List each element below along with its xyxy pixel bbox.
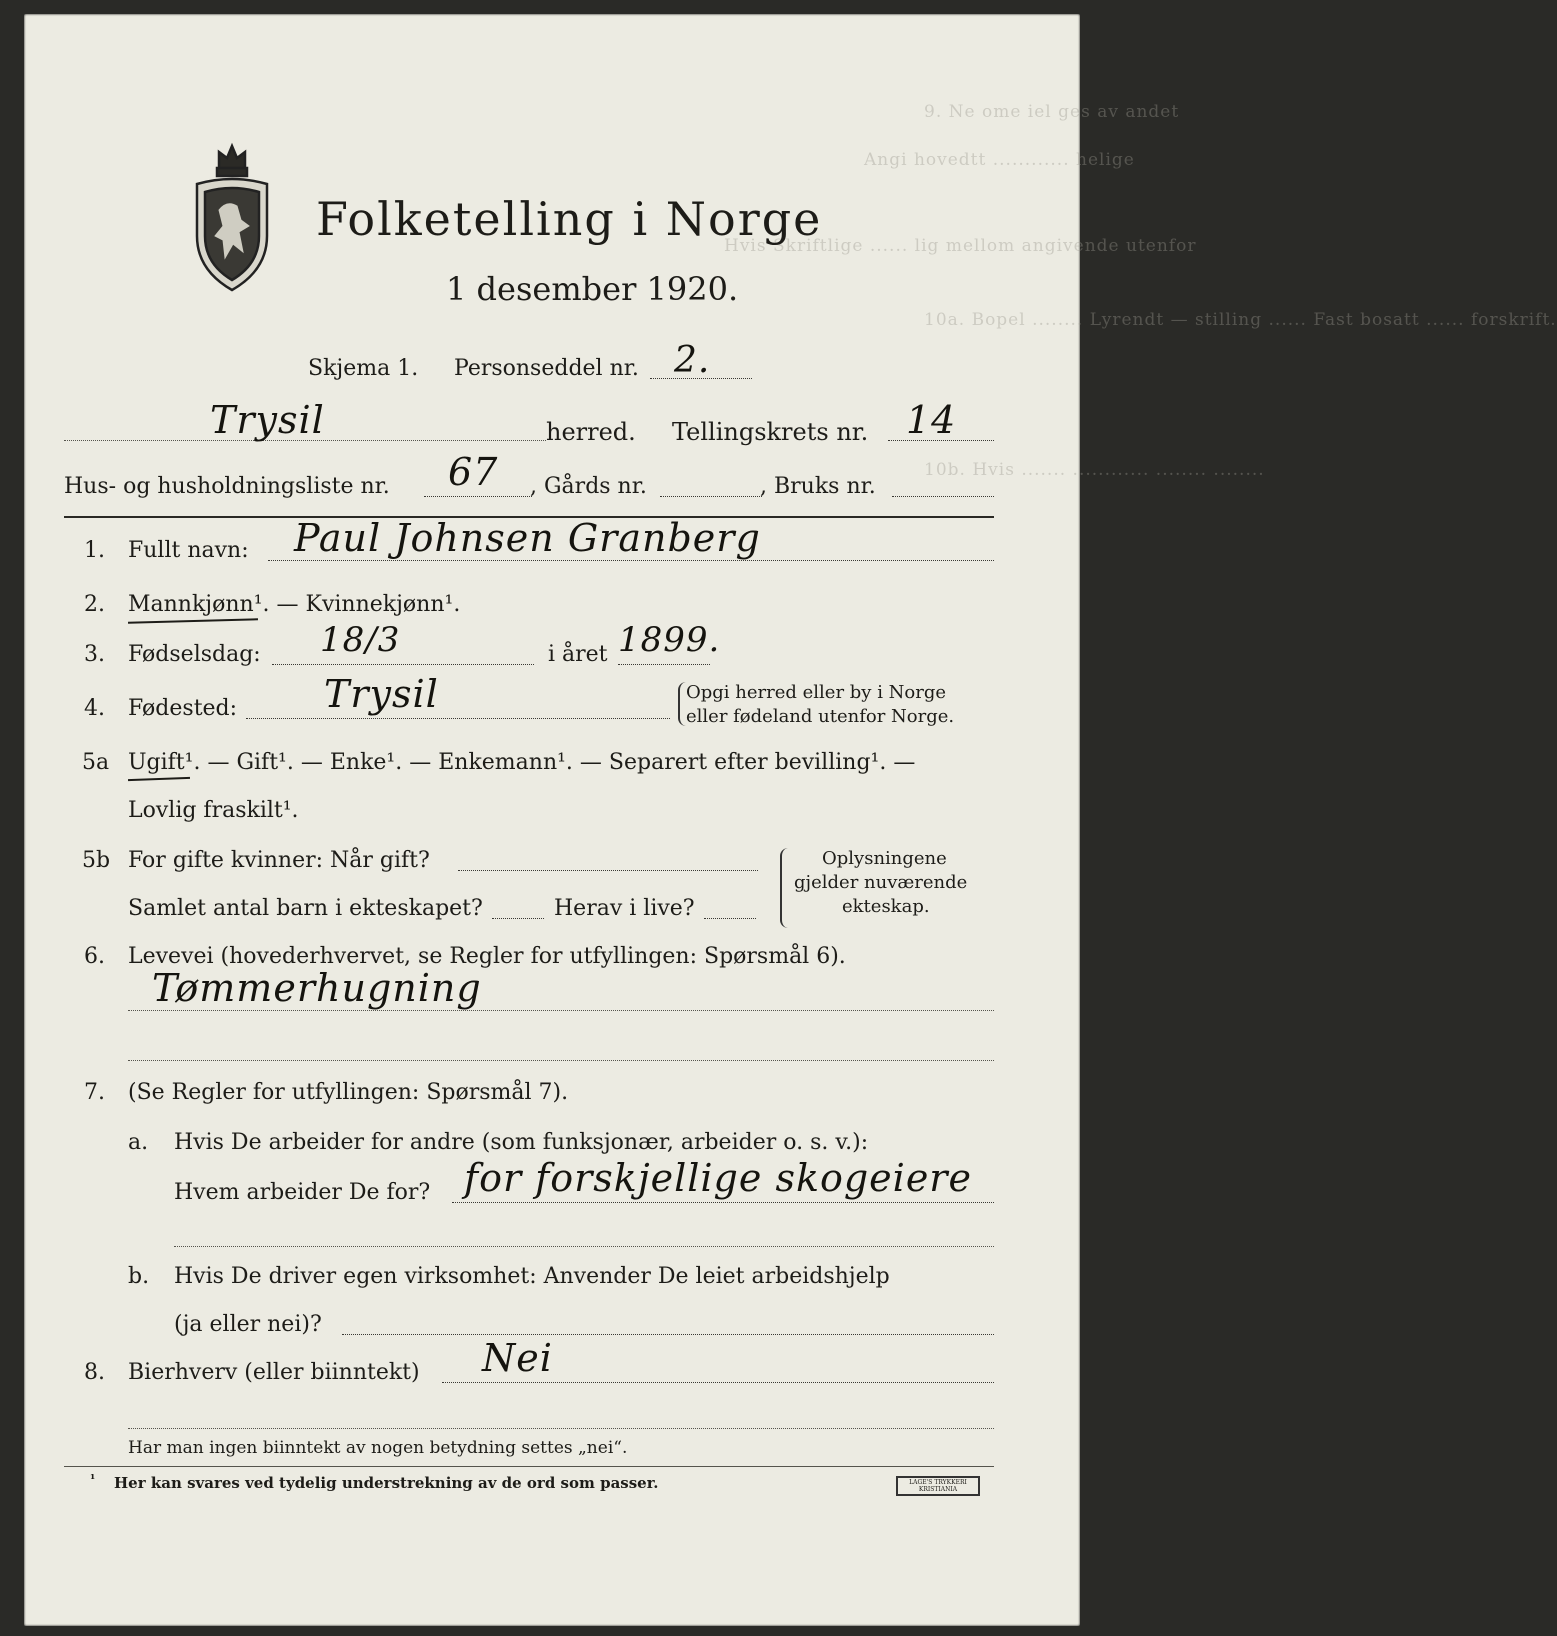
- show-through-text: Hvis Skriftlige ...... lig mellom angivende utenfor: [724, 236, 1197, 256]
- fullt-navn-value: Paul Johnsen Granberg: [294, 516, 761, 560]
- q7b-line2: (ja eller nei)?: [174, 1312, 322, 1337]
- question-number: 6.: [84, 944, 105, 969]
- footnote-mark: ¹: [90, 1472, 96, 1486]
- q7a-line1: Hvis De arbeider for andre (som funksjonær, arbeider o. s. v.):: [174, 1130, 869, 1155]
- footnote-divider: [64, 1466, 994, 1467]
- ugift-underline-mark: [128, 777, 190, 781]
- ekteskap-note-line3: ekteskap.: [842, 896, 930, 917]
- bruks-line: [892, 496, 994, 497]
- aar-value: 1899.: [618, 620, 721, 660]
- skjema-label: Skjema 1.: [308, 356, 419, 381]
- question-number: 3.: [84, 642, 105, 667]
- ekteskap-note-line2: gjelder nuværende: [794, 872, 968, 893]
- q7a-mark: a.: [128, 1130, 149, 1155]
- show-through-text: 9. Ne ome iel ges av andet: [924, 102, 1180, 122]
- mannkjonn-underline-mark: [128, 618, 258, 623]
- q7b-mark: b.: [128, 1264, 150, 1289]
- show-through-text: 10b. Hvis ....... ............ ........ ........: [924, 460, 1265, 480]
- levevei-label: Levevei (hovederhvervet, se Regler for utfyllingen: Spørsmål 6).: [128, 944, 846, 969]
- question-number: 2.: [84, 592, 105, 617]
- fodested-value: Trysil: [324, 672, 439, 716]
- question-number: 1.: [84, 538, 105, 563]
- antal-barn-label: Samlet antal barn i ekteskapet?: [128, 896, 483, 921]
- herav-i-live-label: Herav i live?: [554, 896, 695, 921]
- note-bracket: [780, 848, 790, 928]
- sivilstand-options: Ugift¹. — Gift¹. — Enke¹. — Enkemann¹. — Separert efter bevilling¹. —: [128, 750, 916, 775]
- printer-stamp: LAGE'S TRYKKERI KRISTIANIA: [896, 1476, 980, 1496]
- herred-value: Trysil: [210, 398, 325, 442]
- norway-coat-of-arms-icon: [189, 140, 275, 296]
- husholdningsliste-value: 67: [448, 450, 499, 494]
- gards-label: , Gårds nr.: [530, 474, 647, 499]
- arbeidshjelp-line: [342, 1334, 994, 1335]
- hvem-arbeider-line: [452, 1202, 994, 1203]
- census-date: 1 desember 1920.: [446, 270, 739, 308]
- husholdningsliste-label: Hus- og husholdningsliste nr.: [64, 474, 390, 499]
- fodselsdag-value: 18/3: [320, 620, 401, 660]
- personseddel-value: 2.: [674, 340, 711, 381]
- aar-label: i året: [548, 642, 608, 667]
- fodselsdag-line: [272, 664, 534, 665]
- question-number: 4.: [84, 696, 105, 721]
- fullt-navn-line: [268, 560, 994, 561]
- gards-line: [660, 496, 762, 497]
- naar-gift-line: [458, 870, 758, 871]
- fodested-line: [246, 718, 670, 719]
- herred-label: herred.: [546, 418, 636, 446]
- fodested-note-line2: eller fødeland utenfor Norge.: [686, 706, 955, 727]
- tellingskrets-value: 14: [906, 398, 957, 442]
- q7a-line2: Hvem arbeider De for?: [174, 1180, 431, 1205]
- bierhverv-line: [442, 1382, 994, 1383]
- sivilstand-options-line2: Lovlig fraskilt¹.: [128, 798, 299, 823]
- antal-barn-line: [492, 918, 544, 919]
- levevei-line-2: [128, 1060, 994, 1061]
- question-number: 5b: [82, 848, 111, 873]
- question-number: 8.: [84, 1360, 105, 1385]
- fullt-navn-label: Fullt navn:: [128, 538, 249, 563]
- note-bracket: [678, 682, 686, 726]
- census-form-sheet: [24, 14, 1557, 1626]
- show-through-text: Angi hovedtt ............ helige: [864, 150, 1135, 170]
- levevei-value: Tømmerhugning: [152, 966, 482, 1010]
- bruks-label: , Bruks nr.: [760, 474, 876, 499]
- kjonn-options: Mannkjønn¹. — Kvinnekjønn¹.: [128, 592, 461, 617]
- ekteskap-note-line1: Oplysningene: [822, 848, 947, 869]
- form-title: Folketelling i Norge: [316, 192, 823, 246]
- q7b-line1: Hvis De driver egen virksomhet: Anvender De leiet arbeidshjelp: [174, 1264, 890, 1289]
- show-through-text: 10a. Bopel ........ Lyrendt — stilling ...... Fast bosatt ...... forskrift.: [924, 310, 1557, 330]
- hvem-arbeider-value: for forskjellige skogeiere: [464, 1156, 972, 1200]
- bierhverv-value: Nei: [482, 1336, 553, 1380]
- bierhverv-label: Bierhverv (eller biinntekt): [128, 1360, 420, 1385]
- footnote-text: Her kan svares ved tydelig understrekning av de ord som passer.: [114, 1474, 659, 1492]
- naar-gift-label: For gifte kvinner: Når gift?: [128, 848, 430, 873]
- question-number: 5a: [82, 750, 110, 775]
- tellingskrets-label: Tellingskrets nr.: [672, 418, 869, 446]
- question-number: 7.: [84, 1080, 105, 1105]
- personseddel-label: Personseddel nr.: [454, 356, 639, 381]
- q7-label: (Se Regler for utfyllingen: Spørsmål 7).: [128, 1080, 569, 1105]
- fodselsdag-label: Fødselsdag:: [128, 642, 261, 667]
- aar-line: [618, 664, 710, 665]
- husholdningsliste-line: [424, 496, 532, 497]
- fodested-note-line1: Opgi herred eller by i Norge: [686, 682, 947, 703]
- levevei-line: [128, 1010, 994, 1011]
- bierhverv-line-2: [128, 1428, 994, 1429]
- fodested-label: Fødested:: [128, 696, 238, 721]
- herav-i-live-line: [704, 918, 756, 919]
- biinntekt-note: Har man ingen biinntekt av nogen betydning settes „nei“.: [128, 1438, 628, 1458]
- hvem-arbeider-line-2: [174, 1246, 994, 1247]
